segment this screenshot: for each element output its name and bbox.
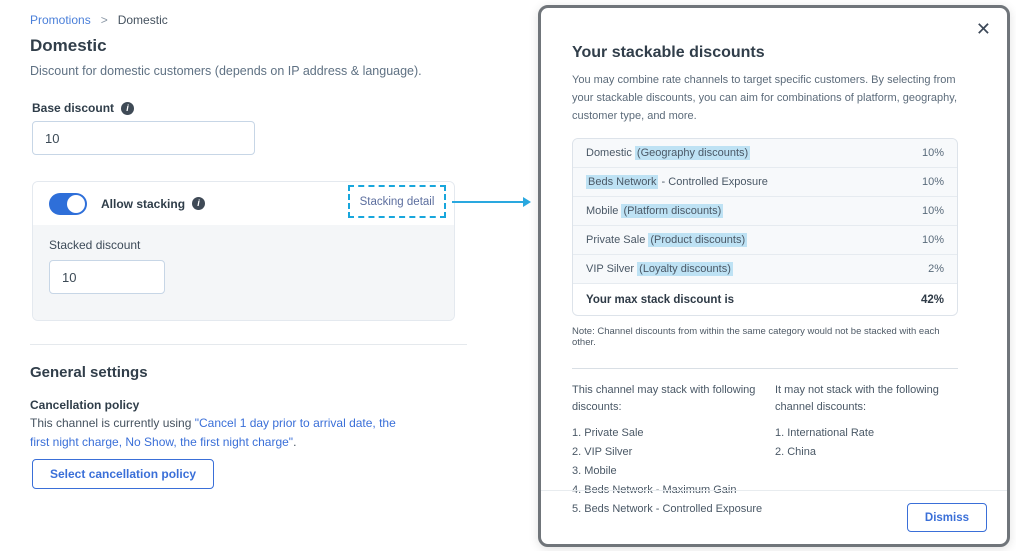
list-item: 2. China <box>775 446 816 459</box>
policy-prefix: This channel is currently using <box>30 416 195 430</box>
info-icon[interactable]: i <box>192 197 205 210</box>
row-text: Private Sale <box>586 234 649 247</box>
info-icon[interactable]: i <box>121 102 134 115</box>
page-title: Domestic <box>30 36 107 55</box>
row-highlight: (Product discounts) <box>650 234 746 247</box>
row-value: 10% <box>921 147 944 160</box>
row-label <box>586 176 768 188</box>
row-text: Domestic <box>586 147 635 160</box>
cancellation-policy-label: Cancellation policy <box>30 398 140 412</box>
total-value: 42% <box>920 293 944 306</box>
close-icon[interactable]: ✕ <box>975 19 991 39</box>
allow-stacking-label-text: Allow stacking <box>101 196 186 211</box>
row-label <box>586 263 733 275</box>
discounts-table <box>572 138 958 316</box>
table-row <box>573 255 957 284</box>
row-label <box>586 234 747 246</box>
annotation-arrow <box>452 201 524 203</box>
list-item: 1. International Rate <box>775 427 875 440</box>
row-highlight: (Platform discounts) <box>623 205 722 218</box>
table-row <box>573 168 957 197</box>
row-text: VIP Silver <box>586 263 638 276</box>
policy-quote[interactable]: "Cancel 1 day prior to arrival date, the first night charge, No Show, the first night charge" <box>30 416 396 450</box>
stacked-discount-label: Stacked discount <box>49 238 141 252</box>
row-highlight: (Loyalty discounts) <box>639 263 731 276</box>
row-highlight: (Geography discounts) <box>636 147 749 160</box>
list-item: 5. Beds Network - Controlled Exposure <box>572 503 763 516</box>
general-settings-title: General settings <box>30 364 148 381</box>
toggle-knob <box>67 195 85 213</box>
allow-stacking-label <box>101 197 205 211</box>
page-subtitle: Discount for domestic customers (depends on IP address & language). <box>30 64 422 78</box>
list-item: 3. Mobile <box>572 465 617 478</box>
modal-divider <box>572 368 958 369</box>
row-value: 10% <box>921 176 944 189</box>
modal-title: Your stackable discounts <box>572 44 765 61</box>
table-row <box>573 197 957 226</box>
row-text: Mobile <box>586 205 622 218</box>
section-divider <box>30 344 467 345</box>
select-cancellation-policy-button[interactable]: Select cancellation policy <box>32 459 214 489</box>
breadcrumb-promotions-link[interactable]: Promotions <box>30 13 91 27</box>
base-discount-input[interactable] <box>32 121 255 155</box>
modal-note: Note: Channel discounts from within the same category would not be stacked with each other. <box>572 326 940 349</box>
may-not-stack-list <box>775 424 964 462</box>
stacking-card-body <box>33 225 454 321</box>
list-item: 4. Beds Network - Maximum Gain <box>572 484 737 497</box>
arrow-head-icon <box>523 197 531 207</box>
breadcrumb-current: Domestic <box>117 13 168 27</box>
modal-content <box>541 8 1007 519</box>
list-item: 1. Private Sale <box>572 427 644 440</box>
row-text: - Controlled Exposure <box>658 176 768 189</box>
policy-suffix: . <box>293 435 297 450</box>
modal-footer <box>541 490 1007 544</box>
base-discount-label <box>32 101 134 115</box>
cancellation-policy-text <box>30 414 402 452</box>
may-stack-title: This channel may stack with following discounts: <box>572 384 756 413</box>
breadcrumb <box>30 13 168 27</box>
allow-stacking-toggle[interactable] <box>49 193 87 215</box>
stacked-discount-input[interactable] <box>49 260 165 294</box>
total-label: Your max stack discount is <box>586 293 735 306</box>
stackable-discounts-modal <box>538 5 1010 547</box>
row-value: 10% <box>921 234 944 247</box>
row-label <box>586 205 723 217</box>
table-total-row <box>573 284 957 315</box>
table-row <box>573 139 957 168</box>
may-not-stack-title: It may not stack with the following channel discounts: <box>775 384 939 413</box>
row-value: 10% <box>921 205 944 218</box>
list-item: 2. VIP Silver <box>572 446 633 459</box>
row-label <box>586 147 750 159</box>
stacking-detail-link[interactable]: Stacking detail <box>359 195 435 208</box>
row-highlight: Beds Network <box>588 176 657 189</box>
breadcrumb-separator: > <box>100 13 108 27</box>
modal-description: You may combine rate channels to target specific customers. By selecting from your stackable discounts, you can aim for combinations of platform, geography, customer type, and more. <box>572 74 957 123</box>
dismiss-button[interactable]: Dismiss <box>907 503 987 532</box>
table-row <box>573 226 957 255</box>
row-value: 2% <box>928 263 944 276</box>
base-discount-label-text: Base discount <box>32 101 115 115</box>
stacking-detail-annotation-box <box>348 185 446 218</box>
